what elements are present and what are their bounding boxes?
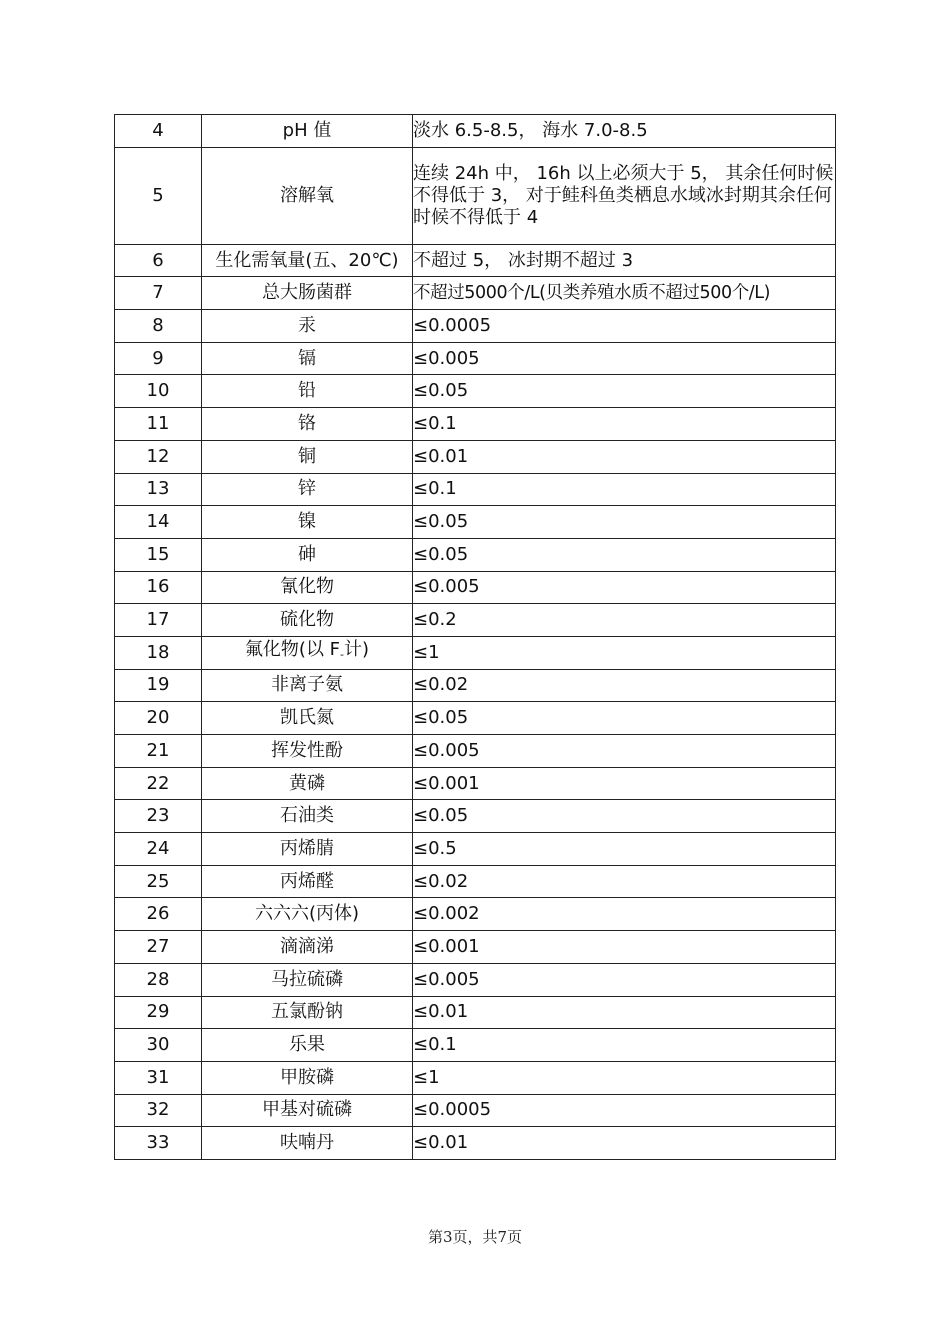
row-item-name: 凯氏氮 bbox=[202, 702, 413, 735]
row-standard-value: 淡水 6.5-8.5， 海水 7.0-8.5 bbox=[413, 115, 836, 148]
table-row bbox=[115, 408, 836, 441]
table-row bbox=[115, 1094, 836, 1127]
row-number: 32 bbox=[115, 1094, 202, 1127]
table-row bbox=[115, 767, 836, 800]
row-item-name: 汞 bbox=[202, 310, 413, 343]
row-item-name: 溶解氧 bbox=[202, 147, 413, 244]
table-row bbox=[115, 898, 836, 931]
table-row bbox=[115, 931, 836, 964]
row-number: 23 bbox=[115, 800, 202, 833]
row-standard-value: ≤0.02 bbox=[413, 865, 836, 898]
row-standard-value: 不超过 5， 冰封期不超过 3 bbox=[413, 244, 836, 277]
row-standard-value: ≤0.005 bbox=[413, 963, 836, 996]
table-row bbox=[115, 244, 836, 277]
row-item-name: 铅 bbox=[202, 375, 413, 408]
row-number: 28 bbox=[115, 963, 202, 996]
row-standard-value: ≤0.5 bbox=[413, 833, 836, 866]
row-standard-value: ≤0.0005 bbox=[413, 1094, 836, 1127]
table-row bbox=[115, 147, 836, 244]
row-standard-value: ≤0.1 bbox=[413, 473, 836, 506]
table-row bbox=[115, 669, 836, 702]
row-standard-value: ≤0.1 bbox=[413, 408, 836, 441]
row-number: 22 bbox=[115, 767, 202, 800]
table-row bbox=[115, 636, 836, 669]
table-row bbox=[115, 342, 836, 375]
row-item-name: 铜 bbox=[202, 440, 413, 473]
table-row bbox=[115, 277, 836, 310]
row-item-name: 挥发性酚 bbox=[202, 735, 413, 768]
row-item-name: 丙烯腈 bbox=[202, 833, 413, 866]
table-row bbox=[115, 506, 836, 539]
table-row bbox=[115, 1127, 836, 1160]
row-item-name: 非离子氨 bbox=[202, 669, 413, 702]
row-number: 7 bbox=[115, 277, 202, 310]
row-standard-value: ≤0.005 bbox=[413, 571, 836, 604]
row-standard-value: ≤1 bbox=[413, 636, 836, 669]
table-row bbox=[115, 571, 836, 604]
table-row bbox=[115, 473, 836, 506]
table-row bbox=[115, 375, 836, 408]
row-standard-value: ≤1 bbox=[413, 1061, 836, 1094]
row-standard-value: ≤0.002 bbox=[413, 898, 836, 931]
table-row bbox=[115, 963, 836, 996]
row-number: 33 bbox=[115, 1127, 202, 1160]
row-item-name: pH 值 bbox=[202, 115, 413, 148]
row-item-name: 六六六(丙体) bbox=[202, 898, 413, 931]
row-standard-value: 不超过5000个/L(贝类养殖水质不超过500个/L) bbox=[413, 277, 836, 310]
row-number: 26 bbox=[115, 898, 202, 931]
item-name-text: 氟化物(以 F bbox=[244, 639, 341, 661]
row-item-name: 砷 bbox=[202, 538, 413, 571]
row-item-name: 硫化物 bbox=[202, 604, 413, 637]
row-number: 17 bbox=[115, 604, 202, 637]
row-item-name: 镍 bbox=[202, 506, 413, 539]
row-item-name: 石油类 bbox=[202, 800, 413, 833]
table-row bbox=[115, 1029, 836, 1062]
row-item-name: 甲胺磷 bbox=[202, 1061, 413, 1094]
table-row bbox=[115, 538, 836, 571]
row-standard-value: ≤0.05 bbox=[413, 800, 836, 833]
row-standard-value: ≤0.0005 bbox=[413, 310, 836, 343]
row-item-name: 滴滴涕 bbox=[202, 931, 413, 964]
row-number: 15 bbox=[115, 538, 202, 571]
row-number: 4 bbox=[115, 115, 202, 148]
row-number: 29 bbox=[115, 996, 202, 1029]
row-standard-value: ≤0.1 bbox=[413, 1029, 836, 1062]
item-name-tail: 计) bbox=[344, 639, 370, 661]
row-standard-value: 连续 24h 中， 16h 以上必须大于 5， 其余任何时候不得低于 3， 对于鲑科鱼类栖息水域冰封期其余任何时候不得低于 4 bbox=[413, 147, 836, 244]
table-row bbox=[115, 115, 836, 148]
table-row bbox=[115, 440, 836, 473]
row-item-name: 五氯酚钠 bbox=[202, 996, 413, 1029]
row-item-name: 呋喃丹 bbox=[202, 1127, 413, 1160]
row-standard-value: ≤0.02 bbox=[413, 669, 836, 702]
row-number: 11 bbox=[115, 408, 202, 441]
row-standard-value: ≤0.001 bbox=[413, 767, 836, 800]
page-footer: 第3页，共7页 bbox=[427, 1228, 523, 1246]
row-item-name: 铬 bbox=[202, 408, 413, 441]
row-item-name bbox=[202, 636, 413, 669]
table-body bbox=[115, 115, 836, 1160]
row-number: 13 bbox=[115, 473, 202, 506]
row-standard-value: ≤0.001 bbox=[413, 931, 836, 964]
row-number: 24 bbox=[115, 833, 202, 866]
row-standard-value: ≤0.01 bbox=[413, 996, 836, 1029]
row-number: 30 bbox=[115, 1029, 202, 1062]
row-item-name: 马拉硫磷 bbox=[202, 963, 413, 996]
row-item-name: 乐果 bbox=[202, 1029, 413, 1062]
table-row bbox=[115, 800, 836, 833]
row-number: 14 bbox=[115, 506, 202, 539]
row-number: 21 bbox=[115, 735, 202, 768]
row-item-name: 黄磷 bbox=[202, 767, 413, 800]
row-item-name: 氰化物 bbox=[202, 571, 413, 604]
row-number: 20 bbox=[115, 702, 202, 735]
row-number: 27 bbox=[115, 931, 202, 964]
row-item-name: 镉 bbox=[202, 342, 413, 375]
row-number: 16 bbox=[115, 571, 202, 604]
row-standard-value: ≤0.005 bbox=[413, 342, 836, 375]
row-item-name: 甲基对硫磷 bbox=[202, 1094, 413, 1127]
table-row bbox=[115, 702, 836, 735]
row-number: 25 bbox=[115, 865, 202, 898]
row-item-name: 锌 bbox=[202, 473, 413, 506]
water-quality-standard-table bbox=[114, 114, 836, 1160]
table-row bbox=[115, 833, 836, 866]
row-number: 10 bbox=[115, 375, 202, 408]
table-row bbox=[115, 996, 836, 1029]
row-item-name: 丙烯醛 bbox=[202, 865, 413, 898]
row-number: 5 bbox=[115, 147, 202, 244]
row-standard-value: ≤0.01 bbox=[413, 1127, 836, 1160]
row-standard-value: ≤0.05 bbox=[413, 375, 836, 408]
item-name-subscript: - bbox=[340, 648, 345, 662]
row-standard-value: ≤0.2 bbox=[413, 604, 836, 637]
row-number: 9 bbox=[115, 342, 202, 375]
row-standard-value: ≤0.05 bbox=[413, 538, 836, 571]
row-number: 31 bbox=[115, 1061, 202, 1094]
row-item-name: 总大肠菌群 bbox=[202, 277, 413, 310]
row-standard-value: ≤0.005 bbox=[413, 735, 836, 768]
row-number: 6 bbox=[115, 244, 202, 277]
table-row bbox=[115, 310, 836, 343]
row-item-name: 生化需氧量(五、20℃) bbox=[202, 244, 413, 277]
row-number: 12 bbox=[115, 440, 202, 473]
table-row bbox=[115, 735, 836, 768]
row-number: 8 bbox=[115, 310, 202, 343]
table-row bbox=[115, 604, 836, 637]
table-row bbox=[115, 1061, 836, 1094]
row-number: 19 bbox=[115, 669, 202, 702]
row-standard-value: ≤0.05 bbox=[413, 702, 836, 735]
row-number: 18 bbox=[115, 636, 202, 669]
row-standard-value: ≤0.01 bbox=[413, 440, 836, 473]
table-row bbox=[115, 865, 836, 898]
row-standard-value: ≤0.05 bbox=[413, 506, 836, 539]
